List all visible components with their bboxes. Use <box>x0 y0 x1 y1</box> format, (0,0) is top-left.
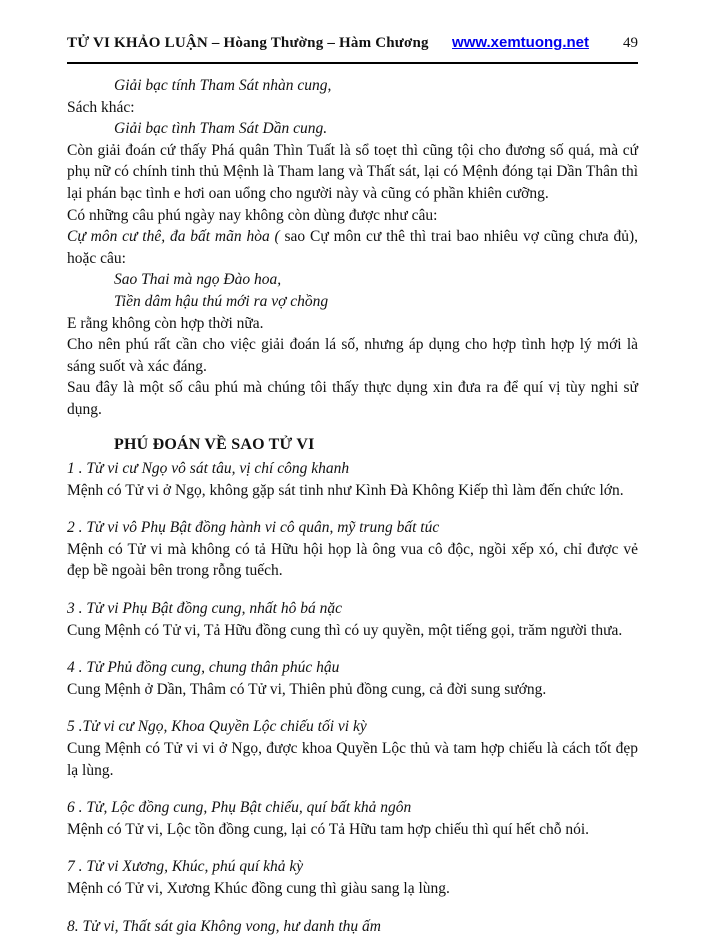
paragraph: Sau đây là một số câu phú mà chúng tôi thấy thực dụng xin đưa ra để quí vị tùy nghi sử dụng. <box>67 379 638 418</box>
paragraph-segment: sao Cự môn cư thê thì trai bao nhiêu vợ cũng chưa đủ), hoặc câu: <box>67 228 639 267</box>
paragraph: Sao Thai mà ngọ Đào hoa, <box>114 271 282 289</box>
website-link[interactable]: www.xemtuong.net <box>452 34 589 51</box>
paragraph: Mệnh có Tử vi, Lộc tồn đồng cung, lại có Tả Hữu tam hợp chiếu thì quí hết chỗ nói. <box>67 820 590 838</box>
paragraph: Có những câu phú ngày nay không còn dùng được như câu: <box>67 206 438 224</box>
paragraph: Tiền dâm hậu thú mới ra vợ chồng <box>114 292 329 310</box>
document-title: TỬ VI KHẢO LUẬN – Hòang Thường – Hàm Chương <box>67 35 429 51</box>
paragraph: 3 . Tử vi Phụ Bật đồng cung, nhất hô bá nặc <box>67 600 342 618</box>
paragraph <box>67 226 638 269</box>
paragraph: 8. Tử vi, Thất sát gia Không vong, hư danh thụ ấm <box>67 917 382 935</box>
paragraph-segment: Cự môn cư thê, đa bất mãn hòa ( <box>67 228 285 246</box>
paragraph: Sách khác: <box>67 98 135 116</box>
document-body <box>67 75 638 937</box>
paragraph: Còn giải đoán cứ thấy Phá quân Thìn Tuất là sổ toẹt thì cũng tội cho đương số quá, mà cứ phụ nữ có chính tinh thủ Mệnh là Tham lang và Thất sát, lại có Mệnh đóng tại Dần Thân thì lại phán bạc tình e hơi oan uổng cho người này và cũng có phần khiên cưỡng. <box>67 141 638 202</box>
section-heading: PHÚ ĐOÁN VỀ SAO TỬ VI <box>114 435 315 453</box>
paragraph: 5 .Tử vi cư Ngọ, Khoa Quyền Lộc chiếu tối vi kỳ <box>67 718 367 736</box>
page-number: 49 <box>623 35 638 51</box>
paragraph: Mệnh có Tử vi, Xương Khúc đồng cung thì giàu sang lạ lùng. <box>67 880 450 897</box>
paragraph: 6 . Tử, Lộc đồng cung, Phụ Bật chiếu, quí bất khả ngôn <box>67 799 412 817</box>
paragraph: 7 . Tử vi Xương, Khúc, phú quí khả kỳ <box>67 858 304 876</box>
page-header <box>67 33 638 53</box>
paragraph: Mệnh có Tử vi mà không có tả Hữu hội họp là ông vua cô độc, ngồi xếp xó, chỉ được vẻ đẹp bề ngoài bên trong rỗng tuếch. <box>67 540 638 580</box>
paragraph: Cung Mệnh ở Dần, Thâm có Tử vi, Thiên phủ đồng cung, cả đời sung sướng. <box>67 680 547 698</box>
paragraph: Cho nên phú rất cần cho việc giải đoán lá số, nhưng áp dụng cho hợp tình hợp lý mới là sáng suốt và xác đáng. <box>67 336 638 375</box>
paragraph: 1 . Tử vi cư Ngọ vô sát tâu, vị chí công khanh <box>67 460 350 478</box>
paragraph: Cung Mệnh có Tử vi vi ở Ngọ, được khoa Quyền Lộc thủ và tam hợp chiếu là cách tốt đẹp lạ lùng. <box>67 740 638 779</box>
paragraph: Giải bạc tình Tham Sát Dần cung. <box>114 120 328 138</box>
header-divider <box>67 62 638 64</box>
paragraph: E rằng không còn hợp thời nữa. <box>67 314 264 332</box>
paragraph: 2 . Tử vi vô Phụ Bật đồng hành vi cô quân, mỹ trung bất túc <box>67 519 440 537</box>
paragraph: 4 . Tử Phủ đồng cung, chung thân phúc hậu <box>67 659 340 677</box>
paragraph: Cung Mệnh có Tử vi, Tả Hữu đồng cung thì có uy quyền, một tiếng gọi, trăm người thưa. <box>67 621 623 639</box>
paragraph: Mệnh có Tử vi ở Ngọ, không gặp sát tinh như Kình Đà Không Kiếp thì làm đến chức lớn. <box>67 481 624 499</box>
paragraph: Giải bạc tính Tham Sát nhàn cung, <box>114 77 332 94</box>
